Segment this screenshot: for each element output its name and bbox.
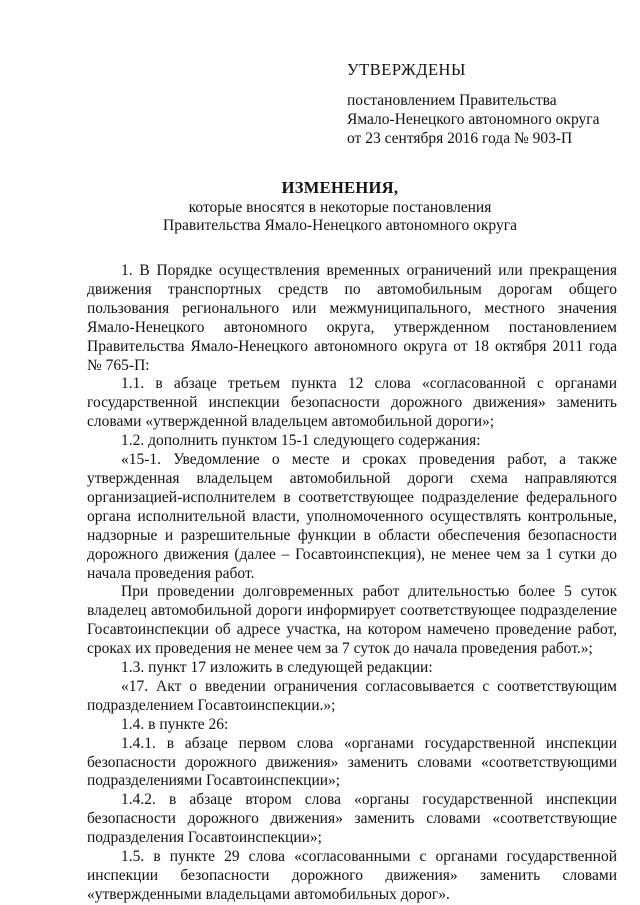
approval-line-2: Ямало-Ненецкого автономного округа <box>347 111 600 128</box>
paragraph-item-1-5: 1.5. в пункте 29 слова «согласованными с органами государственной инспекции безопасности дорожного движения» заменить словами «утвержденными владельцами автомобильных дорог». <box>87 848 617 903</box>
paragraph-item-1-1: 1.1. в абзаце третьем пункта 12 слова «согласованной с органами государственной инспекции безопасности дорожного движения» заменить словами «утвержденной владельцем автомобильной дороги»; <box>87 375 617 431</box>
document-subtitle-line-1: которые вносятся в некоторые постановления <box>188 199 492 216</box>
document-heading <box>40 177 640 235</box>
paragraph-item-1-3: 1.3. пункт 17 изложить в следующей редакции: <box>121 659 433 677</box>
paragraph-item-1: 1. В Порядке осуществления временных ограничений или прекращения движения транспортных средств по автомобильным дорогам общего пользования регионального или межмуниципального, местного значения Ямало-Ненецкого автономного округа, утвержденном постановлением Правительства Ямало-Ненецкого автономного округа от 18 октября 2011 года № 765-П: <box>87 262 617 374</box>
paragraph-quote-15-1: «15-1. Уведомление о месте и сроках проведения работ, а также утвержденная владельцем автомобильной дороги схема направляются организацией-исполнителем в соответствующее подразделение федерального органа исполнительной власти, уполномоченного осуществлять контрольные, надзорные и разрешительные функции в области обеспечения безопасности дорожного движения (далее – Госавтоинспекция), не менее чем за 1 сутки до начала проведения работ. <box>87 451 617 582</box>
paragraph-item-1-4-2: 1.4.2. в абзаце втором слова «органы государственной инспекции безопасности дорожного движения» заменить словами «соответствующие подразделения Госавтоинспекции»; <box>87 791 617 847</box>
document-subtitle-line-2: Правительства Ямало-Ненецкого автономного округа <box>163 217 517 234</box>
approval-line-3: от 23 сентября 2016 года № 903-П <box>347 130 573 147</box>
paragraph-item-1-4-1: 1.4.1. в абзаце первом слова «органами государственной инспекции безопасности дорожного движения» заменить словами «соответствующими подразделениями Госавтоинспекции»; <box>87 734 617 790</box>
paragraph-long-term-works: При проведении долговременных работ длительностью более 5 суток владелец автомобильной дороги информирует соответствующее подразделение Госавтоинспекции об адресе участка, на котором намечено проведение работ, сроках их проведения не менее чем за 7 суток до начала проведения работ.»; <box>87 583 617 658</box>
approval-title: УТВЕРЖДЕНЫ <box>347 60 466 79</box>
document-body <box>87 262 617 905</box>
paragraph-item-1-2: 1.2. дополнить пунктом 15-1 следующего содержания: <box>121 432 481 450</box>
paragraph-item-1-4: 1.4. в пункте 26: <box>121 715 229 733</box>
approval-block <box>347 60 627 148</box>
paragraph-quote-17: «17. Акт о введении ограничения согласовывается с соответствующим подразделением Госавтоинспекции.»; <box>87 677 617 714</box>
document-title: ИЗМЕНЕНИЯ, <box>281 178 399 197</box>
approval-line-1: постановлением Правительства <box>347 92 557 109</box>
